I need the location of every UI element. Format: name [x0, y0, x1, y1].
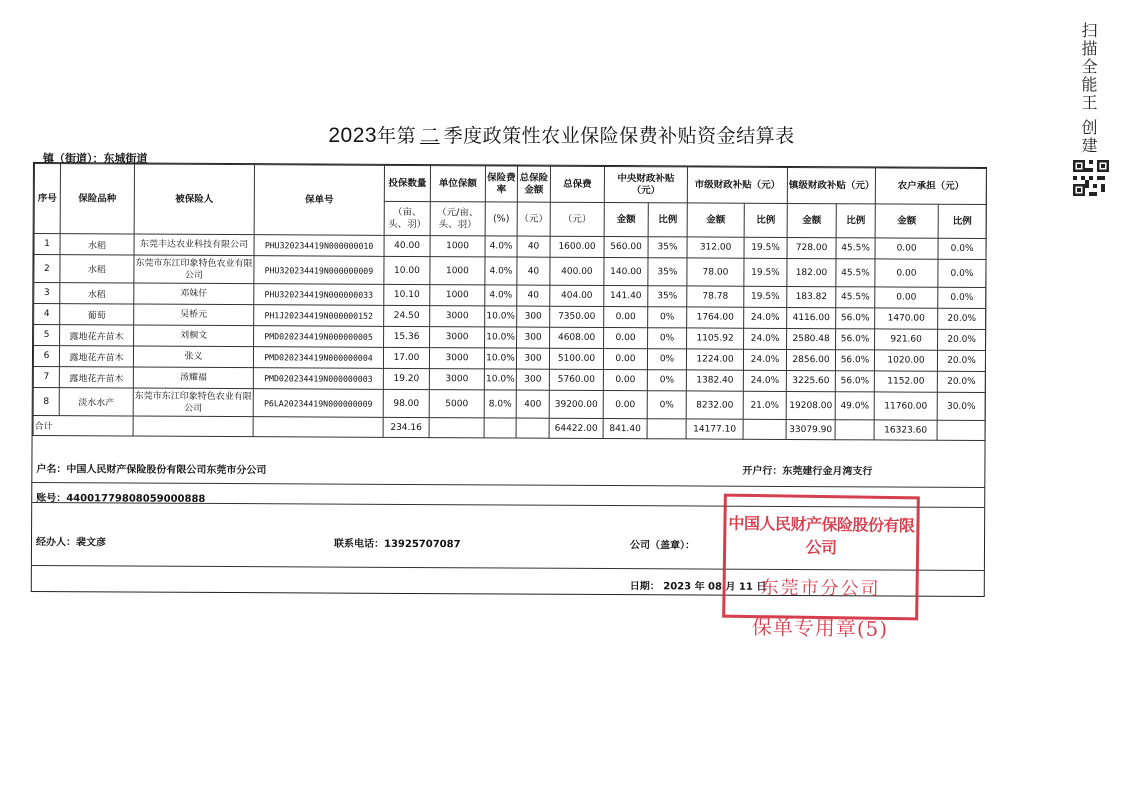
cell-town-ratio: 45.5%	[836, 287, 875, 308]
cell-rate: 4.0%	[485, 257, 517, 285]
cell-unit-coverage: 3000	[429, 348, 484, 369]
totals-empty	[743, 419, 786, 439]
cell-farmer-ratio: 20.0%	[937, 371, 985, 392]
cell-farmer-ratio: 0.0%	[938, 259, 986, 287]
title-prefix: 年第	[377, 125, 417, 147]
cell-farmer-amount: 1152.00	[874, 371, 937, 392]
cell-central-ratio: 0%	[648, 328, 687, 349]
cell-city-amount: 1382.40	[686, 370, 743, 391]
cell-insured: 吴桥元	[134, 304, 254, 326]
cell-premium: 5100.00	[549, 348, 603, 369]
cell-insured: 汤耀福	[133, 367, 253, 389]
header-unit-coverage-unit: （元/亩、头、羽）	[430, 202, 485, 236]
cell-premium: 4608.00	[550, 327, 604, 348]
header-farmer-amount: 金额	[875, 204, 938, 238]
cell-insured: 邓妹仔	[134, 283, 254, 305]
cell-qty: 19.20	[383, 368, 429, 389]
cell-farmer-amount: 0.00	[875, 287, 938, 308]
cell-unit-coverage: 3000	[430, 306, 485, 327]
cell-town-amount: 728.00	[787, 237, 836, 258]
cell-farmer-amount: 0.00	[875, 259, 938, 287]
totals-qty: 234.16	[383, 417, 429, 437]
account-number: 账号：44001779808059000888	[36, 493, 206, 505]
totals-empty	[253, 417, 383, 438]
cell-no: 8	[33, 388, 59, 416]
cell-policy: PHU320234419N000000010	[254, 235, 384, 257]
cell-central-amount: 140.00	[604, 257, 648, 285]
title-year: 2023	[328, 124, 378, 147]
header-total-coverage: 总保险金额	[517, 166, 550, 202]
cell-city-amount: 1764.00	[687, 307, 744, 328]
cell-variety: 水稻	[60, 255, 134, 283]
totals-empty	[647, 419, 686, 439]
cell-total-coverage: 300	[517, 327, 550, 348]
cell-town-amount: 2856.00	[786, 349, 835, 370]
cell-town-amount: 183.82	[787, 286, 836, 307]
cell-variety: 露地花卉苗木	[59, 367, 133, 388]
cell-no: 3	[34, 283, 60, 304]
cell-no: 1	[34, 234, 60, 255]
cell-town-amount: 3225.60	[786, 370, 835, 391]
header-premium: 总保费	[550, 166, 604, 202]
cell-unit-coverage: 1000	[430, 285, 485, 306]
totals-empty	[835, 420, 874, 440]
cell-central-amount: 0.00	[604, 306, 648, 327]
cell-town-ratio: 45.5%	[836, 259, 875, 287]
stamp-line-branch: 东莞市分公司	[760, 577, 881, 600]
date: 日期： 2023 年 08 月 11 日	[629, 581, 767, 593]
cell-rate: 10.0%	[484, 348, 516, 369]
header-total-coverage-unit: （元）	[517, 202, 550, 236]
cell-premium: 39200.00	[549, 390, 603, 418]
header-town-amount: 金额	[787, 203, 836, 237]
cell-city-ratio: 21.0%	[743, 391, 786, 419]
totals-town-amount: 33079.90	[786, 419, 835, 439]
contact-phone: 联系电话：13925707087	[333, 538, 461, 551]
cell-total-coverage: 40	[517, 236, 550, 257]
cell-premium: 400.00	[550, 257, 604, 285]
account-name: 户名：中国人民财产保险股份有限公司东莞市分公司	[36, 464, 267, 477]
cell-total-coverage: 300	[517, 306, 550, 327]
cell-total-coverage: 300	[516, 348, 549, 369]
header-seq: 序号	[34, 164, 60, 234]
qr-code-icon	[1073, 160, 1109, 196]
header-town-subsidy: 镇级财政补贴（元）	[787, 167, 875, 203]
company-seal-label: 公司（盖章）：	[629, 540, 696, 552]
totals-label: 合计	[33, 416, 133, 437]
cell-insured: 东莞丰达农业科技有限公司	[134, 234, 254, 256]
header-farmer-share: 农户承担（元）	[875, 168, 986, 205]
cell-town-amount: 2580.48	[787, 328, 836, 349]
cell-town-ratio: 49.0%	[835, 392, 874, 420]
cell-city-amount: 78.00	[687, 258, 744, 286]
header-insured: 被保险人	[134, 164, 254, 235]
cell-farmer-amount: 921.60	[875, 329, 938, 350]
header-variety: 保险品种	[60, 164, 134, 234]
cell-city-ratio: 19.5%	[744, 237, 787, 258]
cell-premium: 7350.00	[550, 306, 604, 327]
cell-insured: 张义	[133, 346, 253, 368]
cell-qty: 10.10	[384, 284, 430, 305]
cell-farmer-ratio: 30.0%	[937, 392, 985, 420]
totals-empty	[516, 418, 549, 438]
cell-central-amount: 0.00	[603, 369, 647, 390]
scanner-watermark: 扫描全能王 创建	[1079, 22, 1098, 156]
cell-farmer-ratio: 20.0%	[937, 350, 985, 371]
cell-farmer-ratio: 20.0%	[938, 308, 986, 329]
cell-qty: 40.00	[384, 235, 430, 256]
totals-empty	[429, 418, 484, 438]
cell-policy: PMD020234419N000000004	[253, 347, 383, 369]
header-row-top	[34, 164, 986, 205]
cell-central-amount: 141.40	[604, 285, 648, 306]
cell-town-amount: 19208.00	[786, 391, 835, 419]
cell-insured: 刘桐文	[134, 325, 254, 347]
cell-central-ratio: 0%	[648, 307, 687, 328]
cell-unit-coverage: 3000	[429, 369, 484, 390]
cell-city-ratio: 19.5%	[744, 258, 787, 286]
cell-city-amount: 78.78	[687, 286, 744, 307]
cell-central-ratio: 0%	[647, 370, 686, 391]
cell-variety: 水稻	[60, 283, 134, 304]
header-central-ratio: 比例	[648, 203, 687, 237]
cell-central-amount: 0.00	[603, 390, 647, 418]
stamp-line-purpose: 保单专用章(5)	[751, 615, 889, 641]
cell-rate: 4.0%	[485, 236, 517, 257]
cell-qty: 15.36	[384, 326, 430, 347]
cell-unit-coverage: 1000	[430, 257, 485, 285]
stamp-line-company: 中国人民财产保险股份有限公司	[728, 513, 915, 558]
header-rate: 保险费率	[485, 166, 517, 202]
header-central-amount: 金额	[604, 202, 648, 236]
title-suffix: 季度政策性农业保险保费补贴资金结算表	[443, 125, 795, 147]
town-label: 镇（街道）：东城街道	[43, 152, 148, 165]
cell-city-ratio: 24.0%	[744, 328, 787, 349]
cell-central-amount: 0.00	[603, 348, 647, 369]
cell-town-ratio: 56.0%	[835, 371, 874, 392]
cell-farmer-amount: 1020.00	[874, 350, 937, 371]
totals-city-amount: 14177.10	[686, 419, 743, 439]
cell-rate: 4.0%	[485, 285, 517, 306]
cell-town-amount: 182.00	[787, 258, 836, 286]
cell-unit-coverage: 3000	[430, 327, 485, 348]
cell-town-ratio: 56.0%	[835, 350, 874, 371]
cell-variety: 葡萄	[60, 304, 134, 325]
totals-empty	[484, 418, 516, 438]
title-quarter: 二	[420, 125, 440, 147]
cell-policy: PMD020234419N000000005	[254, 326, 384, 348]
cell-city-amount: 1224.00	[686, 349, 743, 370]
cell-unit-coverage: 1000	[430, 236, 485, 257]
cell-city-amount: 8232.00	[686, 391, 743, 419]
cell-farmer-amount: 11760.00	[874, 392, 937, 420]
company-seal-stamp	[722, 494, 920, 641]
cell-no: 7	[33, 367, 59, 388]
account-name-row	[32, 452, 984, 488]
cell-rate: 8.0%	[484, 390, 516, 418]
cell-qty: 17.00	[383, 347, 429, 368]
cell-farmer-amount: 0.00	[875, 238, 938, 259]
totals-empty	[937, 420, 985, 440]
cell-unit-coverage: 5000	[429, 390, 484, 418]
cell-total-coverage: 400	[516, 390, 549, 418]
cell-town-ratio: 56.0%	[836, 308, 875, 329]
cell-total-coverage: 300	[516, 369, 549, 390]
cell-central-amount: 0.00	[604, 327, 648, 348]
cell-city-amount: 1105.92	[687, 328, 744, 349]
header-city-amount: 金额	[687, 203, 744, 237]
cell-no: 5	[34, 325, 60, 346]
settlement-table	[33, 163, 987, 441]
handler: 经办人：裴文彦	[35, 537, 107, 549]
totals-central-amount: 841.40	[603, 418, 647, 438]
cell-policy: PHU320234419N000000033	[254, 284, 384, 306]
cell-premium: 404.00	[550, 285, 604, 306]
cell-central-amount: 560.00	[604, 236, 648, 257]
header-central-subsidy: 中央财政补贴（元）	[604, 166, 687, 202]
cell-town-ratio: 56.0%	[836, 329, 875, 350]
cell-farmer-ratio: 0.0%	[938, 238, 986, 259]
cell-no: 2	[34, 255, 60, 283]
bank-name: 开户行：东莞建行金月湾支行	[742, 465, 873, 478]
cell-variety: 露地花卉苗木	[59, 346, 133, 367]
cell-policy: PH1J20234419N000000152	[254, 305, 384, 327]
cell-city-ratio: 19.5%	[744, 286, 787, 307]
cell-central-ratio: 0%	[647, 391, 686, 419]
cell-qty: 24.50	[384, 305, 430, 326]
cell-policy: P6LA20234419N000000009	[253, 389, 383, 418]
cell-insured: 东莞市东江印象特色农业有限公司	[133, 388, 253, 417]
document-title	[0, 121, 1123, 148]
header-premium-unit: （元）	[550, 202, 604, 236]
header-qty-unit: （亩、头、羽）	[384, 201, 430, 235]
totals-empty	[133, 416, 253, 437]
cell-central-ratio: 35%	[648, 258, 687, 286]
header-city-subsidy: 市级财政补贴（元）	[687, 167, 787, 204]
cell-city-ratio: 24.0%	[743, 370, 786, 391]
cell-farmer-ratio: 20.0%	[938, 329, 986, 350]
cell-city-amount: 312.00	[687, 237, 744, 258]
cell-town-amount: 4116.00	[787, 307, 836, 328]
cell-no: 6	[33, 346, 59, 367]
cell-variety: 水稻	[60, 234, 134, 255]
cell-central-ratio: 35%	[648, 286, 687, 307]
cell-town-ratio: 45.5%	[836, 238, 875, 259]
totals-farmer-amount: 16323.60	[874, 420, 937, 440]
cell-policy: PHU320234419N000000009	[254, 256, 384, 285]
totals-premium: 64422.00	[549, 418, 603, 438]
cell-farmer-ratio: 0.0%	[938, 287, 986, 308]
cell-farmer-amount: 1470.00	[875, 308, 938, 329]
header-unit-coverage: 单位保额	[430, 166, 485, 202]
cell-total-coverage: 40	[517, 285, 550, 306]
cell-central-ratio: 0%	[647, 349, 686, 370]
cell-variety: 淡水水产	[59, 388, 133, 416]
header-rate-unit: (%)	[485, 202, 517, 236]
header-city-ratio: 比例	[744, 203, 787, 237]
cell-qty: 98.00	[383, 389, 429, 417]
cell-premium: 1600.00	[550, 236, 604, 257]
cell-premium: 5760.00	[549, 369, 603, 390]
header-qty: 投保数量	[384, 165, 430, 201]
cell-rate: 10.0%	[485, 306, 517, 327]
totals-row	[33, 416, 985, 441]
cell-policy: PMD020234419N000000003	[253, 368, 383, 390]
cell-qty: 10.00	[384, 256, 430, 284]
header-farmer-ratio: 比例	[938, 204, 986, 238]
cell-rate: 10.0%	[485, 327, 517, 348]
cell-rate: 10.0%	[484, 369, 516, 390]
cell-variety: 露地花卉苗木	[60, 325, 134, 346]
header-policy: 保单号	[254, 165, 384, 236]
cell-insured: 东莞市东江印象特色农业有限公司	[134, 255, 254, 284]
cell-total-coverage: 40	[517, 257, 550, 285]
cell-city-ratio: 24.0%	[744, 307, 787, 328]
cell-city-ratio: 24.0%	[743, 349, 786, 370]
cell-no: 4	[34, 304, 60, 325]
cell-central-ratio: 35%	[648, 237, 687, 258]
header-town-ratio: 比例	[836, 204, 875, 238]
